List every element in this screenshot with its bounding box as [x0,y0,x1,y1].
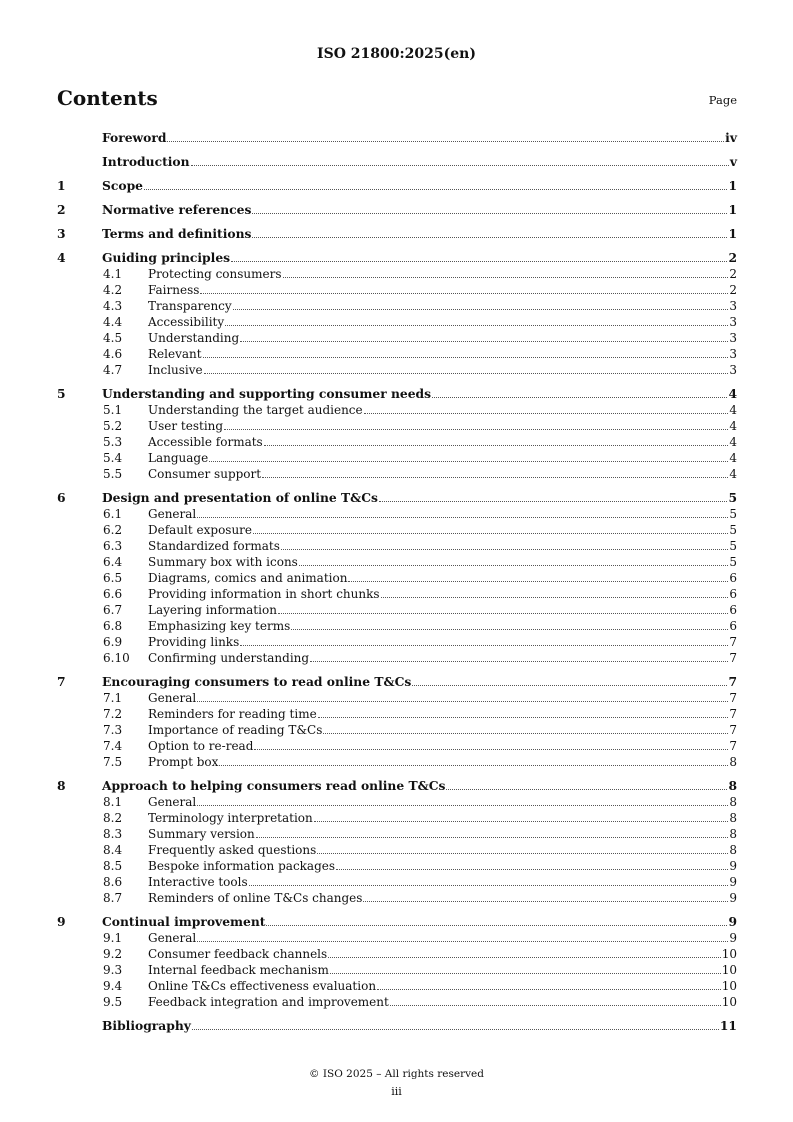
toc-entry-number: 6.6 [103,587,123,601]
dot-leader [364,412,729,414]
toc-entry-title: Guiding principles [102,250,231,265]
toc-entry-page: 8 [729,843,737,857]
toc-entry-page: 4 [729,403,737,417]
toc-entry-title: Interactive tools [148,875,248,889]
dot-leader [197,804,728,806]
toc-section [57,673,737,770]
toc-subentry[interactable] [57,298,737,314]
toc-entry-title: Transparency [148,299,232,313]
toc-entry-title: Online T&Cs effectiveness evaluation [148,979,377,993]
toc-entry-page: 4 [729,451,737,465]
toc-entry-page: 7 [729,635,737,649]
toc-entry-title: Providing information in short chunks [148,587,380,601]
toc-subentry[interactable] [57,794,737,810]
toc-section [57,385,737,482]
toc-subentry[interactable] [57,570,737,586]
toc-entry[interactable] [57,153,737,170]
dot-leader [412,684,727,686]
toc-entry-page: 11 [719,1018,737,1033]
toc-entry-number: 5 [57,386,66,401]
toc-entry-number: 4.4 [103,315,123,329]
toc-entry-number: 6.5 [103,571,123,585]
copyright-footer: © ISO 2025 – All rights reserved [309,1068,484,1080]
toc-entry-page: 7 [729,651,737,665]
toc-entry-number: 8.7 [103,891,123,905]
toc-subentry[interactable] [57,930,737,946]
dot-leader [253,532,728,534]
toc-entry-title: Understanding [148,331,240,345]
toc-entry[interactable] [57,201,737,218]
toc-entry-title: Standardized formats [148,539,280,553]
toc-entry-number: 5.3 [103,435,123,449]
toc-entry-page: 5 [729,555,737,569]
toc-section [57,225,737,242]
toc-subentry[interactable] [57,994,737,1010]
dot-leader [209,460,728,462]
dot-leader [240,340,728,342]
toc-section [57,129,737,146]
toc-entry-page: 8 [728,778,737,793]
toc-entry-number: 6.3 [103,539,123,553]
toc-section [57,1017,737,1034]
toc-entry-title: Accessibility [148,315,225,329]
toc-subentry[interactable] [57,538,737,554]
toc-subentry[interactable] [57,466,737,482]
toc-entry-title: Summary box with icons [148,555,298,569]
toc-entry-title: Default exposure [148,523,253,537]
toc-entry-title: Consumer support [148,467,262,481]
toc-subentry[interactable] [57,650,737,666]
toc-entry-number: 6.9 [103,635,123,649]
toc-subentry[interactable] [57,690,737,706]
toc-entry-page: v [729,154,737,169]
toc-entry-page: 4 [729,467,737,481]
toc-entry-number: 5.1 [103,403,123,417]
page-number: iii [391,1085,402,1098]
toc-entry-number: 4.5 [103,331,123,345]
toc-entry-title: Bibliography [102,1018,191,1033]
toc-entry-page: 6 [729,619,737,633]
contents-title: Contents [57,86,158,110]
toc-entry[interactable] [57,1017,737,1034]
toc-subentry[interactable] [57,522,737,538]
toc-entry-title: Normative references [102,202,252,217]
dot-leader [314,820,729,822]
toc-entry-title: Internal feedback mechanism [148,963,329,977]
dot-leader [256,836,729,838]
toc-entry-number: 4.7 [103,363,123,377]
dot-leader [144,188,727,190]
toc-entry-number: 8.1 [103,795,123,809]
toc-entry-number: 9.2 [103,947,123,961]
toc-entry-page: 3 [729,299,737,313]
toc-subentry[interactable] [57,418,737,434]
toc-entry-page: 10 [721,947,737,961]
toc-entry-title: Understanding the target audience [148,403,363,417]
toc-entry-title: Emphasizing key terms [148,619,291,633]
toc-entry-title: Accessible formats [148,435,263,449]
toc-entry-title: General [148,931,197,945]
dot-leader [203,356,729,358]
toc-entry-page: 8 [729,827,737,841]
toc-entry-number: 5.2 [103,419,123,433]
toc-subentry[interactable] [57,738,737,754]
toc-entry-number: 7.4 [103,739,123,753]
toc-entry-number: 6.7 [103,603,123,617]
toc-entry-title: Encouraging consumers to read online T&Cs [102,674,412,689]
toc-entry-page: 10 [721,979,737,993]
toc-entry-title: Foreword [102,130,167,145]
toc-subentry[interactable] [57,890,737,906]
toc-entry-page: 7 [729,691,737,705]
toc-entry-page: 3 [729,331,737,345]
toc-entry-number: 7.2 [103,707,123,721]
toc-entry-page: 3 [729,315,737,329]
toc-subentry[interactable] [57,330,737,346]
toc-entry-page: 5 [728,490,737,505]
dot-leader [167,140,724,142]
toc-entry[interactable] [57,129,737,146]
toc-subentry[interactable] [57,722,737,738]
toc-subentry[interactable] [57,810,737,826]
toc-entry-number: 8.5 [103,859,123,873]
toc-subentry[interactable] [57,874,737,890]
toc-entry-number: 3 [57,226,66,241]
toc-entry-page: 7 [728,674,737,689]
dot-leader [283,276,729,278]
dot-leader [281,548,729,550]
toc-entry-title: Protecting consumers [148,267,282,281]
toc-entry-title: Approach to helping consumers read online T&Cs [102,778,446,793]
dot-leader [204,372,729,374]
dot-leader [317,852,728,854]
toc-subentry[interactable] [57,706,737,722]
dot-leader [197,516,728,518]
dot-leader [191,164,729,166]
document-id-header: ISO 21800:2025(en) [317,46,476,62]
toc-entry-title: Layering information [148,603,277,617]
toc-entry-number: 4.1 [103,267,123,281]
toc-entry-title: Reminders for reading time [148,707,317,721]
toc-entry-number: 6.8 [103,619,123,633]
toc-entry-number: 8.2 [103,811,123,825]
toc-subentry[interactable] [57,266,737,282]
toc-entry-number: 4.6 [103,347,123,361]
toc-entry-title: General [148,691,197,705]
toc-entry[interactable] [57,249,737,266]
dot-leader [197,940,728,942]
toc-entry-number: 6.4 [103,555,123,569]
toc-subentry[interactable] [57,586,737,602]
toc-entry-title: Inclusive [148,363,203,377]
toc-entry-title: Introduction [102,154,190,169]
toc-entry-page: 6 [729,587,737,601]
toc-entry-page: 9 [729,875,737,889]
toc-subentry[interactable] [57,434,737,450]
toc-entry-title: Prompt box [148,755,219,769]
dot-leader [252,236,727,238]
dot-leader [328,956,721,958]
dot-leader [224,428,728,430]
toc-entry-page: 9 [729,891,737,905]
toc-entry-page: 8 [729,811,737,825]
dot-leader [252,212,727,214]
toc-entry-page: 8 [729,755,737,769]
dot-leader [379,500,727,502]
toc-subentry[interactable] [57,602,737,618]
toc-entry-title: Understanding and supporting consumer needs [102,386,432,401]
toc-entry-page: 5 [729,523,737,537]
dot-leader [381,596,729,598]
toc-entry[interactable] [57,225,737,242]
toc-entry-number: 9.5 [103,995,123,1009]
toc-entry-title: Language [148,451,209,465]
toc-section [57,201,737,218]
toc-entry-title: General [148,795,197,809]
dot-leader [197,700,728,702]
toc-entry-number: 8.4 [103,843,123,857]
toc-subentry[interactable] [57,402,737,418]
toc-entry[interactable] [57,177,737,194]
toc-subentry[interactable] [57,858,737,874]
dot-leader [264,444,729,446]
toc-entry-number: 8 [57,778,66,793]
toc-entry-title: Terminology interpretation [148,811,313,825]
toc-subentry[interactable] [57,826,737,842]
dot-leader [219,764,728,766]
toc-entry-number: 6.10 [103,651,130,665]
toc-entry-page: 9 [729,931,737,945]
toc-entry-page: 7 [729,723,737,737]
toc-entry-page: 2 [729,283,737,297]
dot-leader [310,660,728,662]
dot-leader [278,612,728,614]
toc-entry-title: Relevant [148,347,202,361]
toc-entry-number: 8.3 [103,827,123,841]
toc-section [57,913,737,1010]
toc-entry[interactable] [57,913,737,930]
dot-leader [240,644,728,646]
toc-entry-number: 9.1 [103,931,123,945]
dot-leader [432,396,727,398]
toc-entry-number: 1 [57,178,66,193]
toc-subentry[interactable] [57,618,737,634]
toc-entry-title: Fairness [148,283,200,297]
toc-entry-number: 4.2 [103,283,123,297]
toc-subentry[interactable] [57,362,737,378]
toc-entry-title: User testing [148,419,224,433]
dot-leader [266,924,727,926]
dot-leader [249,884,729,886]
toc-entry-number: 2 [57,202,66,217]
toc-entry-title: Continual improvement [102,914,266,929]
dot-leader [377,988,721,990]
toc-entry-number: 9.3 [103,963,123,977]
toc-entry-page: 1 [728,226,737,241]
toc-subentry[interactable] [57,554,737,570]
dot-leader [323,732,728,734]
toc-entry-title: Summary version [148,827,255,841]
toc-entry-page: 10 [721,995,737,1009]
toc-entry-number: 8.6 [103,875,123,889]
toc-entry-title: Option to re-read [148,739,254,753]
toc-entry-page: 2 [728,250,737,265]
toc-entry-page: 1 [728,202,737,217]
toc-entry-title: Terms and definitions [102,226,252,241]
dot-leader [231,260,727,262]
toc-entry-number: 7 [57,674,66,689]
dot-leader [225,324,728,326]
toc-entry-title: Consumer feedback channels [148,947,328,961]
toc-subentry[interactable] [57,634,737,650]
dot-leader [192,1028,719,1030]
dot-leader [390,1004,721,1006]
toc-entry-number: 4 [57,250,66,265]
dot-leader [262,476,728,478]
contents-heading-row [57,86,737,110]
toc-entry-page: iv [725,130,737,145]
dot-leader [318,716,729,718]
toc-entry-page: 9 [728,914,737,929]
toc-entry-page: 3 [729,363,737,377]
toc-subentry[interactable] [57,962,737,978]
toc-subentry[interactable] [57,314,737,330]
toc-subentry[interactable] [57,346,737,362]
toc-entry-number: 7.3 [103,723,123,737]
dot-leader [233,308,729,310]
toc-entry-page: 7 [729,739,737,753]
toc-entry-number: 7.5 [103,755,123,769]
toc-entry-number: 7.1 [103,691,123,705]
toc-subentry[interactable] [57,450,737,466]
toc-entry-page: 9 [729,859,737,873]
toc-subentry[interactable] [57,754,737,770]
toc-entry-page: 4 [729,419,737,433]
toc-entry-number: 9.4 [103,979,123,993]
toc-entry-page: 6 [729,603,737,617]
toc-entry-title: Reminders of online T&Cs changes [148,891,363,905]
toc-entry-title: General [148,507,197,521]
toc-entry-number: 9 [57,914,66,929]
toc-entry-title: Importance of reading T&Cs [148,723,323,737]
toc-section [57,489,737,666]
toc-entry-page: 5 [729,539,737,553]
toc-section [57,249,737,378]
dot-leader [200,292,728,294]
toc-section [57,777,737,906]
toc-entry-title: Design and presentation of online T&Cs [102,490,378,505]
toc-entry-page: 6 [729,571,737,585]
toc-entry[interactable] [57,489,737,506]
page-column-label: Page [708,93,737,107]
toc-entry-title: Diagrams, comics and animation [148,571,348,585]
dot-leader [299,564,729,566]
toc-subentry[interactable] [57,506,737,522]
dot-leader [446,788,727,790]
toc-entry-page: 4 [729,435,737,449]
toc-entry-number: 6.1 [103,507,123,521]
toc-entry-page: 3 [729,347,737,361]
toc-entry-number: 6 [57,490,66,505]
toc-entry-page: 10 [721,963,737,977]
dot-leader [348,580,728,582]
toc-entry-number: 6.2 [103,523,123,537]
toc-entry-title: Feedback integration and improvement [148,995,389,1009]
toc-section [57,177,737,194]
table-of-contents [57,129,737,1041]
dot-leader [336,868,728,870]
toc-section [57,153,737,170]
toc-subentry[interactable] [57,946,737,962]
toc-entry-title: Providing links [148,635,240,649]
toc-entry[interactable] [57,777,737,794]
toc-entry-title: Bespoke information packages [148,859,336,873]
toc-entry[interactable] [57,673,737,690]
toc-entry-number: 5.5 [103,467,123,481]
toc-entry-page: 7 [729,707,737,721]
toc-entry-title: Confirming understanding [148,651,310,665]
dot-leader [291,628,728,630]
toc-entry-number: 4.3 [103,299,123,313]
toc-subentry[interactable] [57,842,737,858]
toc-entry-page: 4 [728,386,737,401]
toc-entry-page: 1 [728,178,737,193]
toc-entry-page: 8 [729,795,737,809]
dot-leader [330,972,721,974]
toc-entry-page: 5 [729,507,737,521]
dot-leader [363,900,728,902]
toc-entry-number: 5.4 [103,451,123,465]
toc-entry-title: Scope [102,178,143,193]
toc-entry[interactable] [57,385,737,402]
toc-subentry[interactable] [57,978,737,994]
toc-entry-title: Frequently asked questions [148,843,317,857]
toc-entry-page: 2 [729,267,737,281]
dot-leader [254,748,728,750]
toc-subentry[interactable] [57,282,737,298]
